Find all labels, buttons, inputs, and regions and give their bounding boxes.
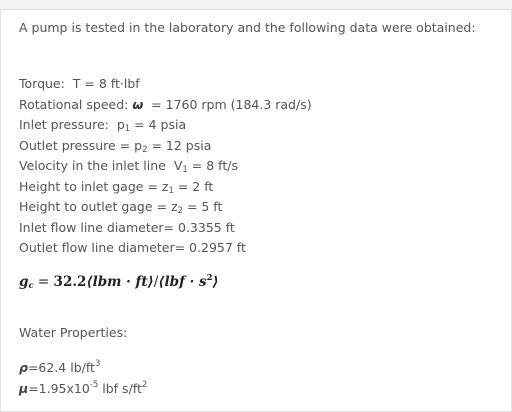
inlet-pressure-subscript: 1 <box>124 124 131 134</box>
gc-equals: = <box>33 274 54 290</box>
viscosity-item <box>19 375 147 396</box>
inlet-height-item <box>19 177 312 198</box>
gc-equation <box>19 273 219 291</box>
outlet-diameter-item: Outlet flow line diameter= 0.2957 ft <box>19 240 246 255</box>
inlet-pressure-symbol: p <box>116 117 125 132</box>
inlet-height-subscript: 1 <box>168 185 174 196</box>
given-data-list <box>19 74 312 259</box>
inlet-pressure-item <box>19 115 312 136</box>
gc-slash: / <box>153 274 159 290</box>
torque-symbol: T <box>72 76 81 91</box>
outlet-height-item <box>19 197 312 218</box>
inlet-height-symbol: z <box>161 178 169 194</box>
inlet-velocity-label: Velocity in the inlet line <box>19 158 166 173</box>
torque-value: = 8 ft·lbf <box>84 76 140 91</box>
gc-subscript: c <box>28 281 34 291</box>
inlet-velocity-value: = 8 ft/s <box>191 158 238 173</box>
rho-symbol: ρ <box>19 360 28 375</box>
gc-units-denominator: ⟨lbf · s <box>158 274 207 290</box>
torque-item <box>19 74 312 95</box>
viscosity-exponent: -5 <box>89 380 99 390</box>
inlet-pressure-label: Inlet pressure: <box>19 117 109 132</box>
gc-value: 32.2 <box>53 274 87 290</box>
water-properties-list <box>19 354 147 396</box>
viscosity-unit: lbf s/ft <box>98 381 142 396</box>
outlet-pressure-label: Outlet pressure = <box>19 137 135 153</box>
viscosity-unit-exponent: 2 <box>141 380 148 390</box>
outlet-pressure-subscript: 2 <box>142 144 148 155</box>
viscosity-value: =1.95x10 <box>28 381 90 396</box>
omega-symbol: ω <box>132 96 144 112</box>
inlet-velocity-item <box>19 156 312 177</box>
mu-symbol: μ <box>19 381 29 396</box>
outlet-height-value: = 5 ft <box>186 199 223 214</box>
gc-units-numerator: ⟨lbm · ft⟩ <box>86 274 154 290</box>
gc-units-close: ⟩ <box>212 274 219 290</box>
outlet-pressure-value: = 12 psia <box>151 137 212 153</box>
outlet-height-subscript: 2 <box>177 206 183 216</box>
inlet-height-value: = 2 ft <box>177 178 214 194</box>
water-properties-heading: Water Properties: <box>19 325 128 340</box>
density-item <box>19 354 147 375</box>
gc-symbol: g <box>19 274 29 290</box>
outlet-height-symbol: z <box>170 199 178 214</box>
speed-value: = 1760 rpm (184.3 rad/s) <box>151 96 312 112</box>
gc-units-exponent: 2 <box>206 273 213 283</box>
outlet-pressure-symbol: p <box>134 137 143 153</box>
inlet-height-label: Height to inlet gage = <box>19 178 162 194</box>
top-divider <box>0 0 512 10</box>
outlet-pressure-item <box>19 136 312 157</box>
inlet-pressure-value: = 4 psia <box>134 117 187 132</box>
inlet-velocity-subscript: 1 <box>182 165 188 175</box>
density-value: =62.4 lb/ft <box>27 360 95 375</box>
outlet-height-label: Height to outlet gage = <box>19 199 171 214</box>
torque-label: Torque: <box>19 76 65 91</box>
density-exponent: 3 <box>94 359 101 369</box>
inlet-diameter-item: Inlet flow line diameter= 0.3355 ft <box>19 219 235 235</box>
speed-label: Rotational speed: <box>19 96 129 112</box>
problem-intro: A pump is tested in the laboratory and the following data were obtained: <box>19 20 476 35</box>
inlet-velocity-symbol: V <box>173 158 183 173</box>
speed-item <box>19 95 312 116</box>
